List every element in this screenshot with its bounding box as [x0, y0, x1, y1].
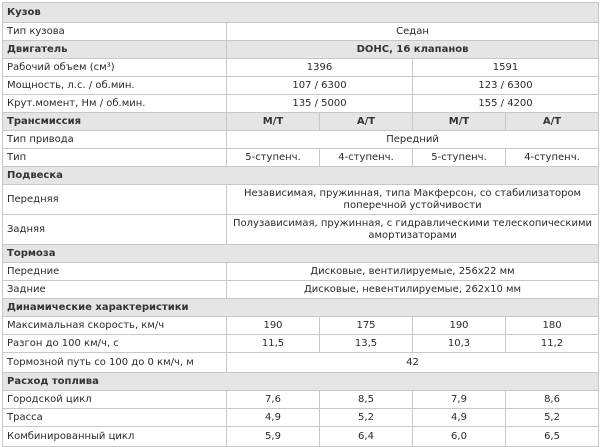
row-value: 180 [506, 317, 599, 335]
table-row [3, 317, 599, 335]
row-label: Трасса [3, 409, 227, 427]
table-row [3, 23, 599, 41]
section-title: Кузов [3, 3, 599, 23]
row-label: Тип кузова [3, 23, 227, 41]
row-value: 155 / 4200 [413, 95, 599, 113]
row-value: 11,2 [506, 335, 599, 353]
row-value: 4-ступенч. [506, 149, 599, 167]
section-title: Подвеска [3, 167, 599, 185]
row-label: Задние [3, 281, 227, 299]
row-value: 5,2 [506, 409, 599, 427]
section-fuel-header [3, 373, 599, 391]
table-row [3, 353, 599, 373]
spec-table [2, 2, 599, 447]
row-label: Тормозной путь со 100 до 0 км/ч, м [3, 353, 227, 373]
section-title: Расход топлива [3, 373, 599, 391]
row-value: 1591 [413, 59, 599, 77]
row-value: 10,3 [413, 335, 506, 353]
section-transmission-header [3, 113, 599, 131]
table-row [3, 409, 599, 427]
section-title: Трансмиссия [3, 113, 227, 131]
row-value: 8,5 [320, 391, 413, 409]
section-title: Динамические характеристики [3, 299, 599, 317]
row-value: 5-ступенч. [227, 149, 320, 167]
row-label: Максимальная скорость, км/ч [3, 317, 227, 335]
section-brakes-header [3, 245, 599, 263]
row-value: Полузависимая, пружинная, с гидравлическими телескопическими амортизаторами [227, 215, 599, 245]
row-label: Крут.момент, Нм / об.мин. [3, 95, 227, 113]
section-title: Двигатель [3, 41, 227, 59]
row-value: Седан [227, 23, 599, 41]
gearbox-header: M/T [227, 113, 320, 131]
row-value: 7,6 [227, 391, 320, 409]
row-label: Рабочий объем (см³) [3, 59, 227, 77]
row-value: 11,5 [227, 335, 320, 353]
table-row [3, 149, 599, 167]
row-value: 6,4 [320, 427, 413, 447]
row-value: Дисковые, вентилируемые, 256x22 мм [227, 263, 599, 281]
row-value: 13,5 [320, 335, 413, 353]
section-title: Тормоза [3, 245, 599, 263]
table-row [3, 427, 599, 447]
row-value: 4,9 [227, 409, 320, 427]
row-label: Задняя [3, 215, 227, 245]
gearbox-header: M/T [413, 113, 506, 131]
row-label: Городской цикл [3, 391, 227, 409]
row-value: 5,2 [320, 409, 413, 427]
row-label: Передние [3, 263, 227, 281]
row-value: Дисковые, невентилируемые, 262x10 мм [227, 281, 599, 299]
row-value: 1396 [227, 59, 413, 77]
table-row [3, 281, 599, 299]
row-value: 7,9 [413, 391, 506, 409]
row-label: Тип привода [3, 131, 227, 149]
row-label: Мощность, л.с. / об.мин. [3, 77, 227, 95]
gearbox-header: A/T [506, 113, 599, 131]
row-value: 42 [227, 353, 599, 373]
table-row [3, 335, 599, 353]
row-value: 6,0 [413, 427, 506, 447]
row-value: Передний [227, 131, 599, 149]
row-value: 4,9 [413, 409, 506, 427]
row-value: 123 / 6300 [413, 77, 599, 95]
row-label: Передняя [3, 185, 227, 215]
row-label: Тип [3, 149, 227, 167]
row-value: 4-ступенч. [320, 149, 413, 167]
section-suspension-header [3, 167, 599, 185]
row-value: 175 [320, 317, 413, 335]
row-value: 135 / 5000 [227, 95, 413, 113]
table-row [3, 59, 599, 77]
table-row [3, 391, 599, 409]
row-value: 5,9 [227, 427, 320, 447]
gearbox-header: A/T [320, 113, 413, 131]
section-engine-header [3, 41, 599, 59]
row-value: Независимая, пружинная, типа Макферсон, со стабилизатором поперечной устойчивости [227, 185, 599, 215]
table-row [3, 95, 599, 113]
table-row [3, 185, 599, 215]
engine-spec: DOHC, 16 клапанов [227, 41, 599, 59]
row-value: 107 / 6300 [227, 77, 413, 95]
row-value: 190 [227, 317, 320, 335]
table-row [3, 215, 599, 245]
row-value: 8,6 [506, 391, 599, 409]
table-row [3, 77, 599, 95]
row-value: 190 [413, 317, 506, 335]
row-value: 5-ступенч. [413, 149, 506, 167]
table-row [3, 263, 599, 281]
table-row [3, 131, 599, 149]
section-body-header [3, 3, 599, 23]
section-dynamics-header [3, 299, 599, 317]
row-label: Разгон до 100 км/ч, с [3, 335, 227, 353]
row-value: 6,5 [506, 427, 599, 447]
row-label: Комбинированный цикл [3, 427, 227, 447]
